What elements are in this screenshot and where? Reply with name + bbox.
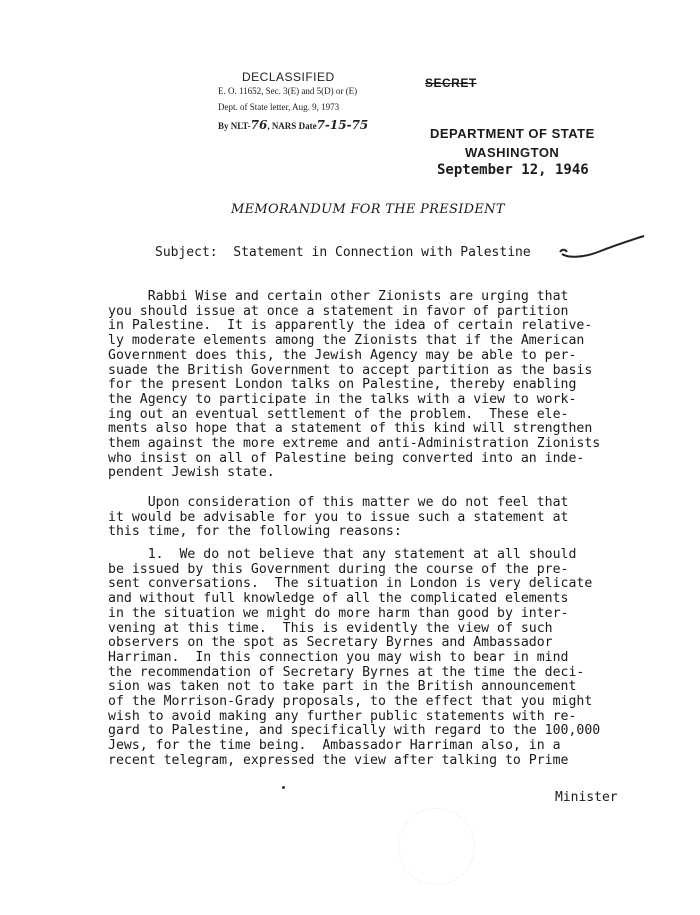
subject-label: Subject: (155, 245, 218, 260)
declassified-reference (218, 118, 368, 132)
declassified-letter: Dept. of State letter, Aug. 9, 1973 (218, 102, 340, 112)
department-name: DEPARTMENT OF STATE (430, 126, 595, 141)
paragraph-1: Rabbi Wise and certain other Zionists are urging that you should issue at once a statement in favor of partition in Palestine. It is apparently the idea of certain relative- ly moderate elements among the Zionists that if the American Government does this, the Jewish Agency may be able to per- suade the British Government to accept partition as the basis for the present London talks on Palestine, thereby enabling the Agency to participate in the talks with a view to work- ing out an eventual settlement of the problem. These ele- ments also hope that a statement of this kind will strengthen them against the more extreme and anti-Administration Zionists who insist on all of Palestine being converted into an inde- pendent Jewish state. (108, 289, 601, 481)
subject-line (155, 245, 531, 260)
declassified-authority: E. O. 11652, Sec. 3(E) and 5(D) or (E) (218, 86, 358, 96)
paragraph-3: 1. We do not believe that any statement at all should be issued by this Government during the course of the pre- sent conversations. The situation in London is very delicate and without full knowledge of all the complicated elements in the situation we might do more harm than good by inter- vening at this time. This is evidently the view of such observers on the spot as Secretary Byrnes and Ambassador Harriman. In this connection you may wish to bear in mind the recommendation of Secretary Byrnes at the time the deci- sion was taken not to take part in the British announcement of the Morrison-Grady proposals, to the effect that you might wish to avoid making any further public statements with re- gard to Palestine, and specifically with regard to the 100,000 Jews, for the time being. Ambassador Harriman also, in a recent telegram, expressed the view after talking to Prime (108, 547, 601, 768)
department-city: WASHINGTON (465, 145, 560, 160)
declassified-stamp-title: DECLASSIFIED (242, 70, 335, 84)
page-catchword: Minister (555, 790, 618, 805)
memo-heading: MEMORANDUM FOR THE PRESIDENT (231, 202, 505, 217)
faint-seal-impression (398, 808, 475, 885)
nars-date-value: 7-15-75 (316, 118, 369, 132)
handwritten-check-mark (558, 232, 648, 260)
subject-text: Statement in Connection with Palestine (233, 245, 531, 260)
paragraph-2: Upon consideration of this matter we do not feel that it would be advisable for you to issue such a statement at this time, for the following reasons: (108, 495, 569, 540)
memo-date: September 12, 1946 (437, 162, 589, 178)
by-value: 76 (250, 118, 268, 132)
classification-marking: SECRET (425, 76, 477, 90)
ink-dot (282, 786, 285, 789)
by-label: By NLT- (218, 121, 251, 131)
nars-label: , NARS Date (267, 121, 317, 131)
